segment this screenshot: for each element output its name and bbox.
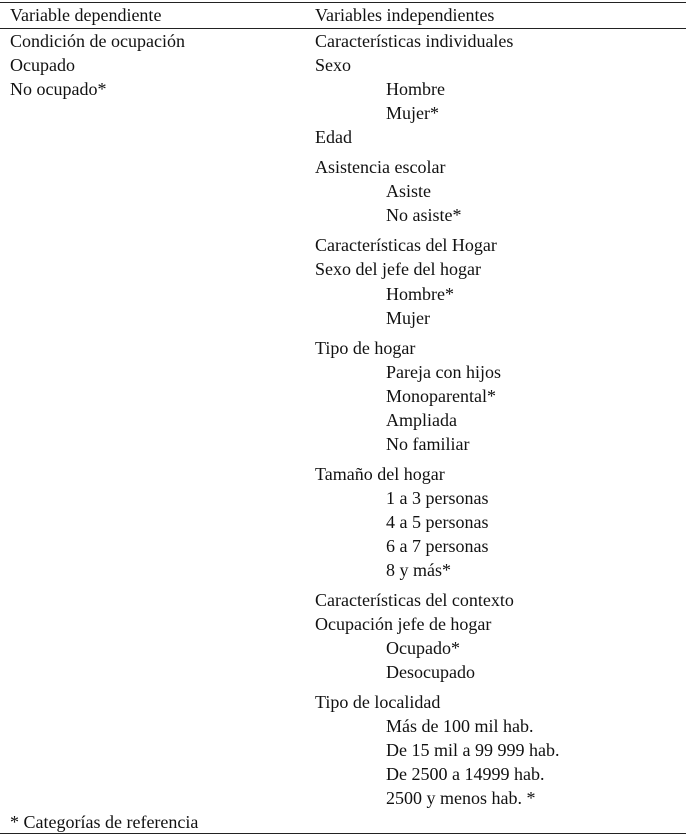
table-header-rule — [0, 28, 686, 29]
category-item: Más de 100 mil hab. — [386, 716, 534, 736]
category-item: 4 a 5 personas — [386, 512, 489, 532]
category-item: 2500 y menos hab. * — [386, 788, 536, 808]
category-item: Ocupado* — [386, 638, 460, 658]
dependent-value: Ocupado — [10, 55, 75, 75]
category-item: No asiste* — [386, 205, 462, 225]
category-item: 1 a 3 personas — [386, 488, 489, 508]
category-item: Monoparental* — [386, 386, 496, 406]
category-item: Hombre* — [386, 284, 454, 304]
variable-asistencia: Asistencia escolar — [315, 157, 446, 177]
footnote: * Categorías de referencia — [10, 812, 199, 832]
table-top-rule — [0, 2, 686, 3]
category-item: No familiar — [386, 434, 470, 454]
category-item: Mujer — [386, 308, 430, 328]
dependent-value: No ocupado* — [10, 79, 107, 99]
variable-sexo-jefe: Sexo del jefe del hogar — [315, 259, 481, 279]
table-bottom-rule — [0, 833, 686, 834]
category-item: De 15 mil a 99 999 hab. — [386, 740, 560, 760]
category-item: 6 a 7 personas — [386, 536, 489, 556]
variable-tipo-localidad: Tipo de localidad — [315, 692, 441, 712]
category-item: Desocupado — [386, 662, 475, 682]
header-dependent: Variable dependiente — [10, 5, 162, 25]
category-item: Asiste — [386, 181, 431, 201]
category-item: 8 y más* — [386, 560, 451, 580]
category-item: Ampliada — [386, 410, 457, 430]
header-independent: Variables independientes — [315, 5, 495, 25]
variable-ocupacion-jefe: Ocupación jefe de hogar — [315, 614, 492, 634]
category-item: De 2500 a 14999 hab. — [386, 764, 545, 784]
group-title-individual: Características individuales — [315, 31, 514, 51]
category-item: Pareja con hijos — [386, 362, 501, 382]
variable-tamano-hogar: Tamaño del hogar — [315, 464, 445, 484]
group-title-hogar: Características del Hogar — [315, 235, 497, 255]
category-item: Mujer* — [386, 103, 439, 123]
variable-sexo: Sexo — [315, 55, 351, 75]
dependent-title: Condición de ocupación — [10, 31, 185, 51]
variable-tipo-hogar: Tipo de hogar — [315, 338, 416, 358]
variable-edad: Edad — [315, 127, 352, 147]
group-title-contexto: Características del contexto — [315, 590, 514, 610]
category-item: Hombre — [386, 79, 445, 99]
